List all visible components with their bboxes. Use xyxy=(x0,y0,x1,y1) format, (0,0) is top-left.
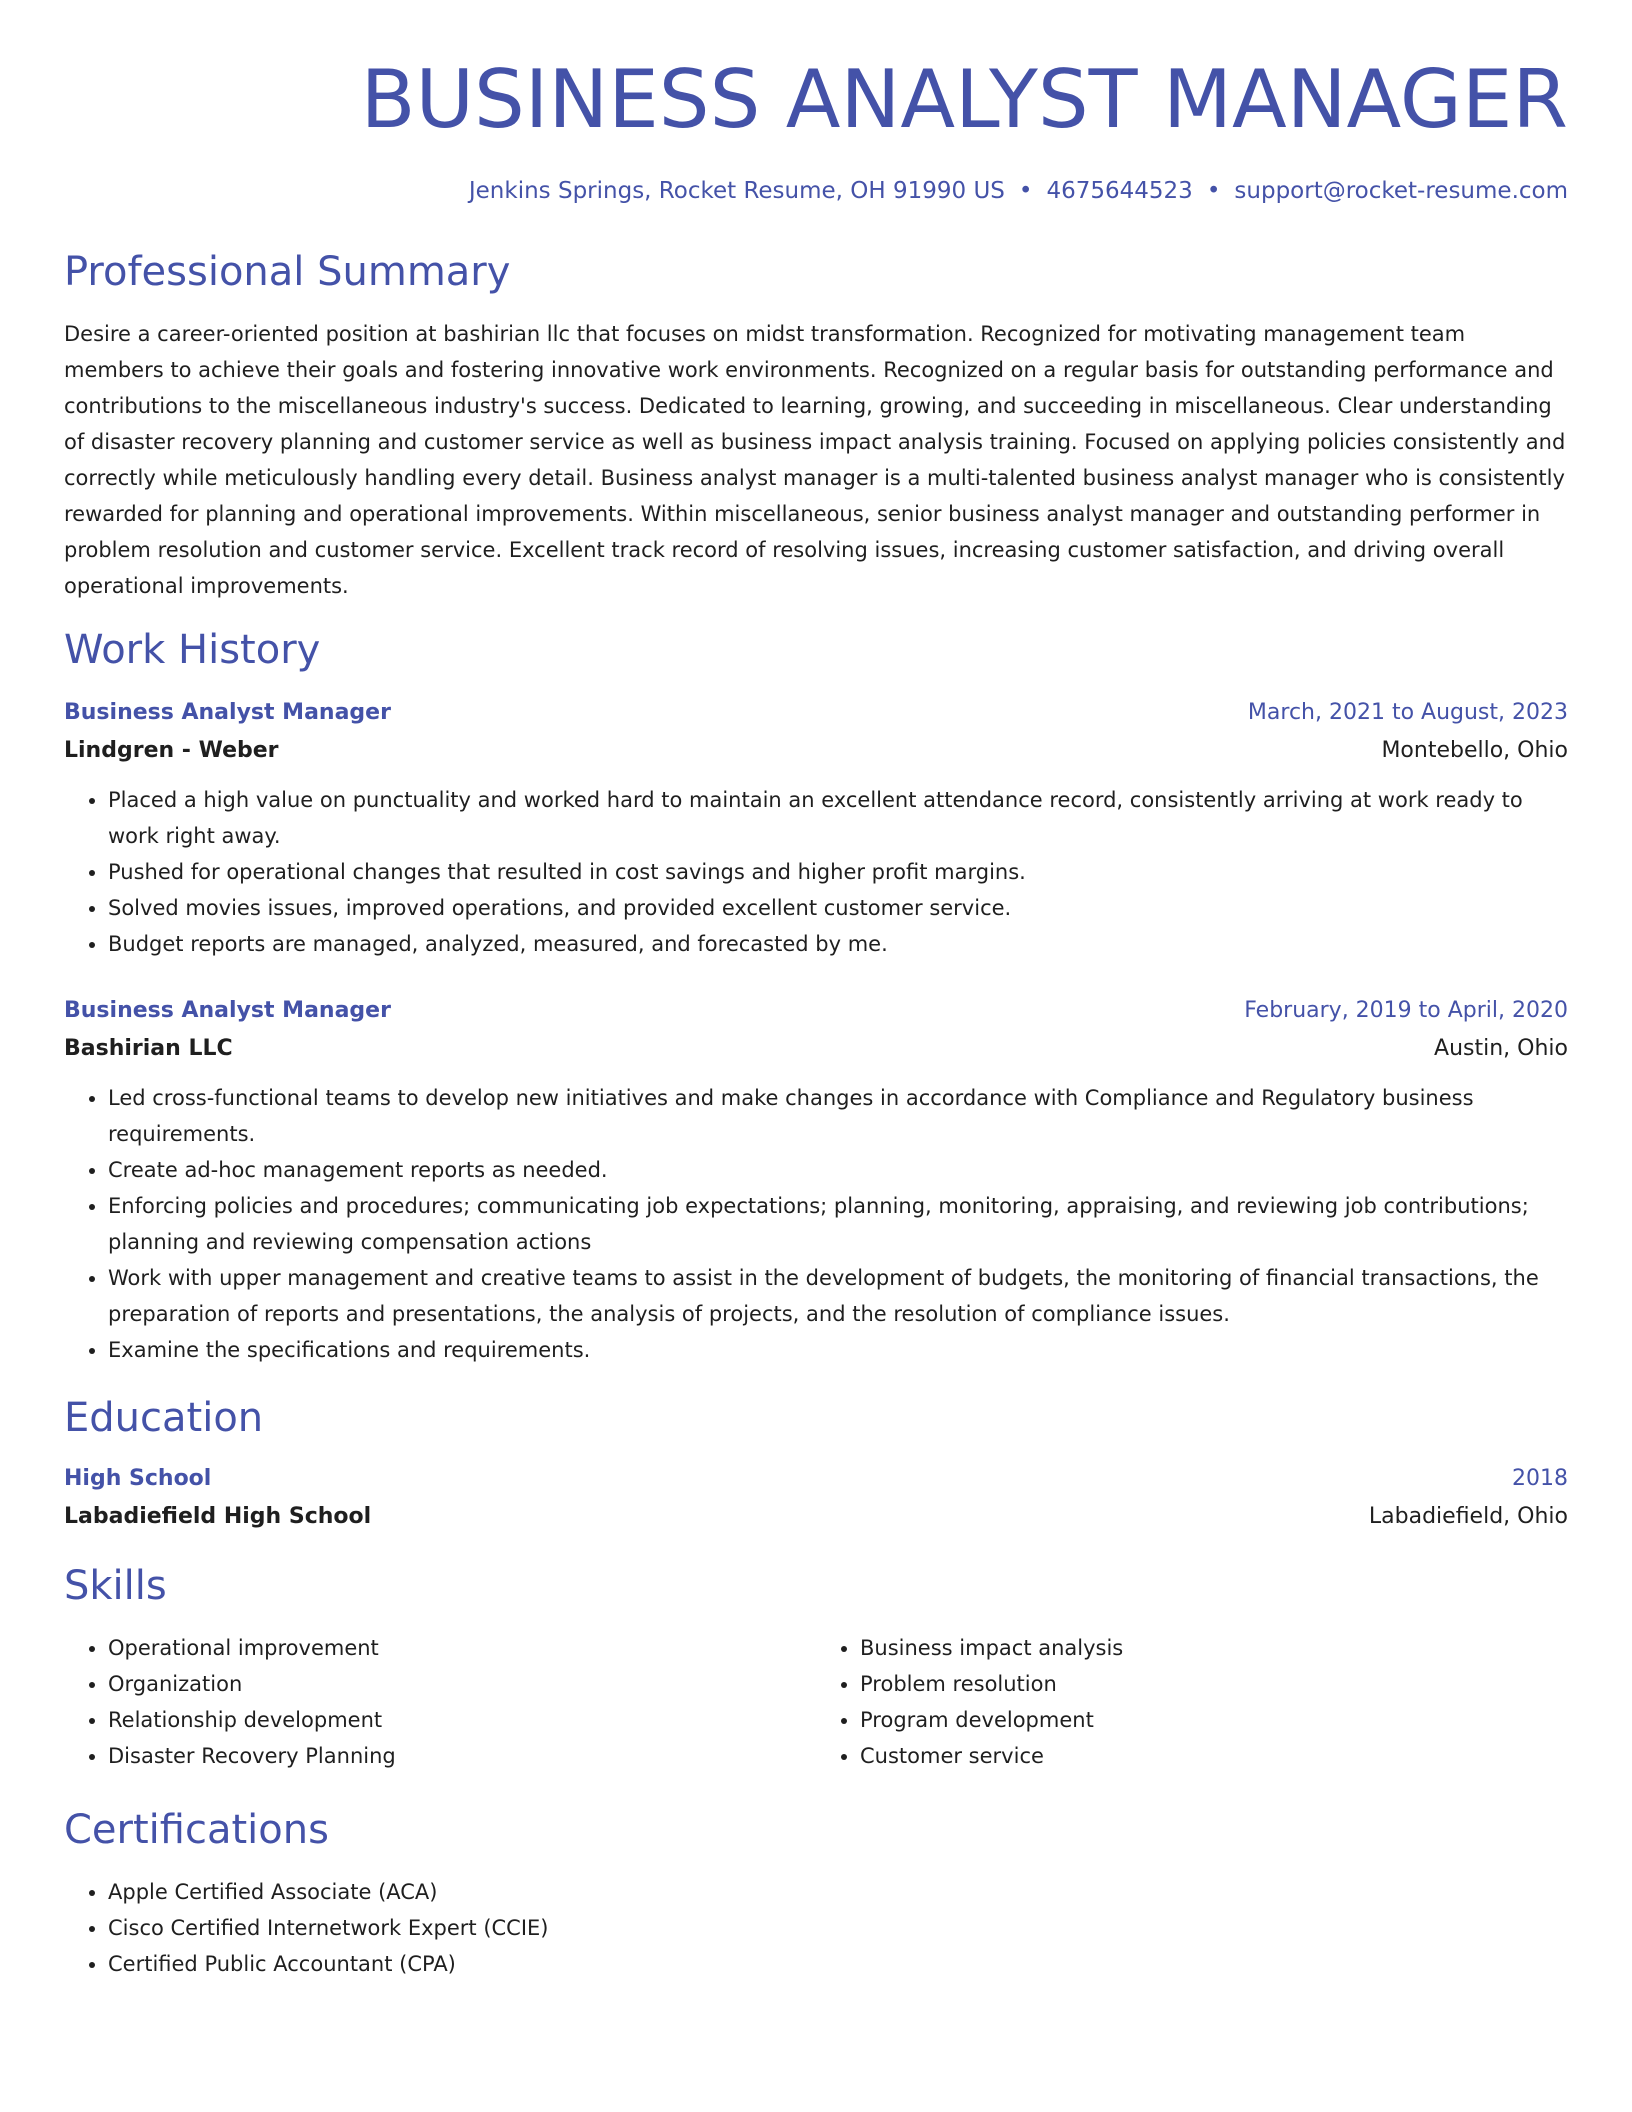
education-heading: Education xyxy=(64,1395,264,1441)
skills-column-right xyxy=(816,1630,1568,1774)
skills-heading: Skills xyxy=(64,1563,167,1609)
resume-name: BUSINESS ANALYST MANAGER xyxy=(360,53,1568,146)
education-entry xyxy=(64,1464,1568,1532)
job-bullets xyxy=(64,1080,1568,1368)
job-bullet: • Placed a high value on punctuality and worked hard to maintain an excellent attendance record, consistently arriving at work ready to work right away. xyxy=(108,782,1568,854)
education-school-row xyxy=(64,1494,1568,1532)
skill-item: • Customer service xyxy=(860,1738,1568,1774)
work-history-section xyxy=(64,626,1568,1368)
education-location: Labadiefield, Ohio xyxy=(1368,1504,1568,1529)
contact-email[interactable]: support@rocket-resume.com xyxy=(1234,178,1568,204)
job-bullet: • Work with upper management and creative teams to assist in the development of budgets, the monitoring of financial transactions, the preparation of reports and presentations, the analysis of projects, and the resolution of compliance issues. xyxy=(108,1260,1568,1332)
education-year: 2018 xyxy=(1512,1466,1568,1491)
job-title-row xyxy=(64,996,1568,1026)
certifications-section xyxy=(64,1806,1568,1982)
skill-item: • Program development xyxy=(860,1702,1568,1738)
job-title-row xyxy=(64,698,1568,728)
skills-column-left xyxy=(64,1630,816,1774)
job-bullets xyxy=(64,782,1568,962)
certification-item: • Cisco Certified Internetwork Expert (CCIE) xyxy=(108,1910,1568,1946)
work-history-heading: Work History xyxy=(64,627,321,673)
certifications-list xyxy=(64,1874,1568,1982)
skill-item: • Problem resolution xyxy=(860,1666,1568,1702)
summary-text: Desire a career-oriented position at bashirian llc that focuses on midst transformation. Recognized for motivating management team members to achieve their goals and fostering innovative work environments. Recognized on a regular basis for outstanding performance and contributions to the miscellaneous industry's success. Dedicated to learning, growing, and succeeding in miscellaneous. Clear understanding of disaster recovery planning and customer service as well as business impact analysis training. Focused on applying policies consistently and correctly while meticulously handling every detail. Business analyst manager is a multi-talented business analyst manager who is consistently rewarded for planning and operational improvements. Within miscellaneous, senior business analyst manager and outstanding performer in problem resolution and customer service. Excellent track record of resolving issues, increasing customer satisfaction, and driving overall operational improvements. xyxy=(64,322,1566,598)
job-location: Montebello, Ohio xyxy=(1381,738,1568,763)
job-bullet: • Solved movies issues, improved operations, and provided excellent customer service. xyxy=(108,890,1568,926)
job-title: Business Analyst Manager xyxy=(64,700,391,725)
skills-list xyxy=(64,1630,816,1774)
education-section xyxy=(64,1394,1568,1532)
contact-address: Jenkins Springs, Rocket Resume, OH 91990 US xyxy=(468,178,1005,204)
job-dates: February, 2019 to April, 2020 xyxy=(1244,998,1568,1023)
summary-section xyxy=(64,248,1568,604)
contact-line xyxy=(64,176,1568,206)
skill-item: • Relationship development xyxy=(108,1702,816,1738)
skills-section xyxy=(64,1562,1568,1774)
job-employer-row xyxy=(64,728,1568,766)
certification-item: • Apple Certified Associate (ACA) xyxy=(108,1874,1568,1910)
job-employer-row xyxy=(64,1026,1568,1064)
job-location: Austin, Ohio xyxy=(1434,1036,1568,1061)
skills-grid xyxy=(64,1630,1568,1774)
job-bullet: • Create ad-hoc management reports as needed. xyxy=(108,1152,1568,1188)
skill-item: • Business impact analysis xyxy=(860,1630,1568,1666)
job-title: Business Analyst Manager xyxy=(64,998,391,1023)
skill-item: • Organization xyxy=(108,1666,816,1702)
summary-heading: Professional Summary xyxy=(64,249,511,295)
job-employer: Lindgren - Weber xyxy=(64,738,279,763)
job-dates: March, 2021 to August, 2023 xyxy=(1247,700,1568,725)
certifications-heading: Certifications xyxy=(64,1807,329,1853)
education-school: Labadiefield High School xyxy=(64,1504,372,1529)
job-entry xyxy=(64,996,1568,1368)
skill-item: • Operational improvement xyxy=(108,1630,816,1666)
job-employer: Bashirian LLC xyxy=(64,1036,233,1061)
job-bullet: • Budget reports are managed, analyzed, measured, and forecasted by me. xyxy=(108,926,1568,962)
skills-list xyxy=(816,1630,1568,1774)
contact-separator: • xyxy=(1018,178,1033,204)
certification-item: • Certified Public Accountant (CPA) xyxy=(108,1946,1568,1982)
education-degree: High School xyxy=(64,1466,212,1491)
job-entry xyxy=(64,698,1568,962)
job-bullet: • Enforcing policies and procedures; communicating job expectations; planning, monitoring, appraising, and reviewing job contributions; planning and reviewing compensation actions xyxy=(108,1188,1568,1260)
job-bullet: • Pushed for operational changes that resulted in cost savings and higher profit margins. xyxy=(108,854,1568,890)
contact-phone: 4675644523 xyxy=(1046,178,1193,204)
education-degree-row xyxy=(64,1464,1568,1494)
job-bullet: • Examine the specifications and requirements. xyxy=(108,1332,1568,1368)
skill-item: • Disaster Recovery Planning xyxy=(108,1738,816,1774)
job-bullet: • Led cross-functional teams to develop new initiatives and make changes in accordance with Compliance and Regulatory business requirements. xyxy=(108,1080,1568,1152)
contact-separator: • xyxy=(1206,178,1221,204)
resume-header xyxy=(64,52,1568,206)
